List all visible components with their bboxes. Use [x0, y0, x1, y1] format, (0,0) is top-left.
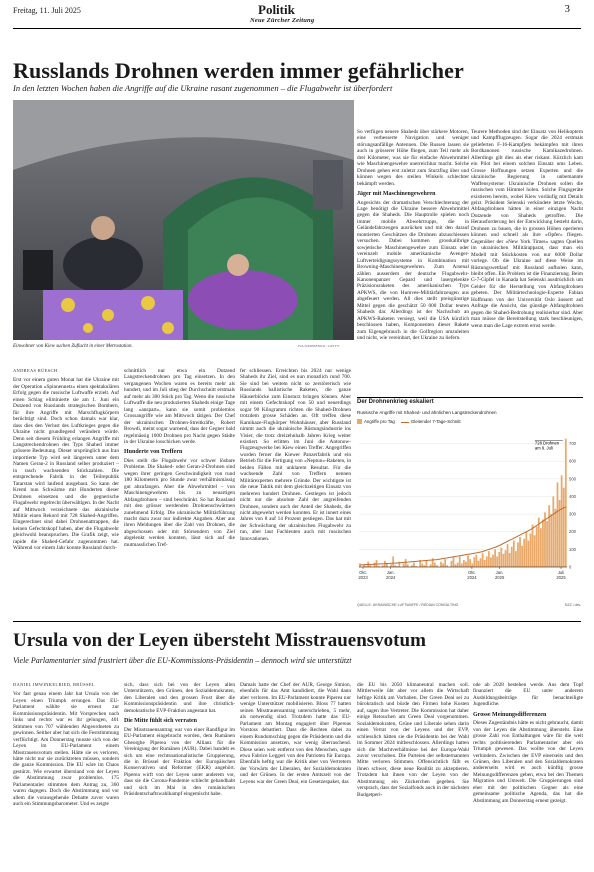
bar — [534, 535, 536, 567]
x-tick-year: 2023 — [358, 575, 368, 580]
byline: ANDREAS RÜESCH — [13, 368, 58, 373]
drone-chart — [357, 397, 583, 613]
bar — [459, 556, 461, 567]
headline: Russlands Drohnen werden immer gefährlicher — [13, 58, 464, 83]
bar — [542, 519, 544, 567]
bar — [505, 550, 507, 567]
x-tick-year: 2024 — [467, 575, 477, 580]
section-heading: Jäger mit Maschinengewehren — [357, 191, 436, 198]
bar — [503, 554, 505, 567]
byline: DANIEL IMWINKELRIED, BRÜSSEL — [13, 682, 95, 687]
legend-label-line: Gleitender 7-Tage-Schnitt — [410, 419, 461, 425]
metro-station-photo — [13, 100, 354, 340]
bar — [436, 565, 438, 567]
bar — [430, 564, 432, 567]
article2-column-4 — [357, 682, 469, 866]
x-tick-label: Okt. — [359, 570, 367, 575]
bar — [507, 544, 509, 567]
bar — [471, 563, 473, 567]
section-heading: Hunderte von Treffern — [124, 449, 183, 456]
bar — [500, 548, 502, 567]
bar — [484, 560, 486, 567]
bar — [494, 549, 496, 567]
x-tick-label: Jan. — [386, 570, 395, 575]
bar — [488, 551, 490, 567]
article2-column-2 — [124, 682, 235, 866]
bar — [517, 542, 519, 567]
bar — [523, 539, 525, 567]
chart-title: Der Drohnenkrieg eskaliert — [357, 397, 583, 409]
bar — [546, 521, 548, 567]
bar — [376, 560, 378, 567]
y-tick-label: 200 — [569, 529, 576, 535]
bar — [498, 552, 500, 567]
y-tick-label: 0 — [569, 564, 572, 570]
photo-credit: IVA SIMINIENKO / GETTY — [298, 344, 340, 348]
bar — [446, 565, 448, 567]
bar — [423, 565, 425, 567]
paragraph: Der Misstrauensantrag war von einer Randfigur im EU-Parlament eingebracht worden, dem Rumänen Gheorghe Piperea von der Allianz für die Vereinigung der Rumänen (AUR). Dabei handelt es sich um eine rechtsnationalistische Gruppierung, die in Brüssel der Fraktion der Europäischen Konservativen und Reformer (EKR) angehört. Piperea wirft von der Leyen unter anderem vor, dass sie die Corona-Pandemie schlecht gehandhabt und sich im Mai in den rumänischen Präsidentschaftswahlkampf eingemischt habe. — [124, 726, 235, 798]
bar — [467, 556, 469, 567]
newspaper-name: Neue Zürcher Zeitung — [250, 17, 315, 24]
bar — [532, 525, 534, 567]
bar — [496, 556, 498, 567]
paragraph: ode ab 2028 bestehen werde. Aus dem Topf finanziert die EU unter anderem Ausbildungsbeiträge für benachteiligte Jugendliche. — [473, 682, 583, 708]
bar — [475, 555, 477, 567]
article-column-5 — [471, 129, 583, 389]
chart-source: QUELLE: UKRAINISCHE LUFTWAFFE / REDIAN CONSULTING — [357, 603, 459, 607]
paragraph: Damals hatte der Chef der AUR, George Simion, ebenfalls für das Amt kandidiert, die Wahl dann aber verloren. Im EU-Parlament konnte Piperea nur wenige Unterstützer mobilisieren. Bloss 77 hatten seinen Misstrauensantrag unterschrieben, 5 mehr, als notwendig sind. Trotzdem hatte das EU-Parlament am Montag engagiert über Pipereas Vorstoss debattiert. Dass die Rechten dabei zu einem Rundumschlag gegen die Präsidentin und die Kommission ansetzen, war wenig überraschend. Diese seien weit entfernt von den Menschen, sagte etwa Fabrice Leggeri von den Patrioten für Europa. Ebenfalls heftig war die Kritik aber von Vertretern der Vorwärts der Liberalen, der Sozialdemokraten und der Grünen. In der ersten Amtszeit von der Leyens war der Green Deal, ein Gesetzespaket, das — [240, 682, 351, 785]
bar — [413, 563, 415, 567]
paragraph: Erst vor einem guten Monat hat die Ukraine mit der Operation «Spinnennetz» einen spektakulären Erfolg gegen die russische Luftwaffe erzielt. Auf einen Schlag eliminierte sie am 1. Juni ein Dutzend von Russlands strategischen Bombern, für ihre Angriffe mit Marschflugkörpern berüchtigt sind. Doch schon damals war klar, dass dies den Verlust des Luftkrieges gegen die Ukraine nicht grundlegend verändern würde. Denn seit diesem Frühling erlangen Angriffe mit Langstreckendrohnen des Typs Shahed immer grössere Bedeutung. Dieser ursprünglich aus Iran importierte Typ wird seit längerem unter dem Namen Geran-2 in Russland selber produziert – in rasch wachsenden Stückzahlen. Die entsprechende Fabrik in der Teilrepublik Tatarstan wird laufend ausgebaut. So kann der Kreml nun Schwärme mit Hunderten dieser Drohnen einsetzen und die gegnerische Flugabwehr regelrecht überwältigen. In der Nacht auf Mittwoch verzeichnete das ukrainische Militär einen Rekord mit 728 Shahed-Angriffen. Eingerechnet sind dabei Drohnenattrappen, die keinen Gefechtskopf haben, aber die Flugabwehr gleichwohl beanspruchen. Die Grafik zeigt, wie rapide die Shahed-Gefahr zugenommen hat. Während vor einem Jahr konnte Russland durch- — [13, 377, 119, 552]
legend-label-bars: Angriffe pro Tag — [364, 419, 395, 424]
bar — [411, 565, 413, 567]
photo-caption: Einwohner von Kiew suchen Zuflucht in einer Metrostation. — [13, 344, 133, 349]
legend-item-line — [401, 419, 461, 424]
chart-legend — [357, 419, 461, 424]
x-tick-label: Juli — [557, 570, 565, 575]
subheadline: In den letzten Wochen haben die Angriffe auf die Ukraine rasant zugenommen – die Flugabwehr ist überfordert — [13, 83, 393, 93]
bar — [392, 556, 394, 567]
bar — [513, 541, 515, 567]
bar — [453, 557, 455, 567]
bar — [552, 496, 554, 567]
chart-credit: NZZ / dev. — [564, 603, 581, 607]
page-number: 3 — [564, 3, 570, 15]
section-heading: Die Mitte fühlt sich verraten — [124, 718, 197, 725]
article2-column-3 — [240, 682, 351, 866]
bar — [557, 482, 559, 567]
bar — [442, 563, 444, 567]
bar — [492, 555, 494, 567]
paragraph: Teurere Methoden sind der Einsatz von Helikoptern und Kampfflugzeugen. Sogar die 2024 erstmals gelieferten F-16-Kampfjets bekämpfen mit ihren Bordkanonen russische Kamikazedrohnen. Allerdings gilt dies als eher riskant. Kürzlich kam ein Pilot bei einem solchen Einsatz ums Leben. Grosse Hoffnungen setzen Experten und die ukrainische Regierung in unbemannte Waffensysteme: Ukrainische Drohnen sollen die russischen vom Himmel holen. Solche Flugsgeräte existieren bereits, wobei Kiew vorläufig mit Details geizt. Präsident Selenski verkündete letzte Woche, Abfangdrohnen hätten in einer einzigen Nacht Dutzende von Shaheds getroffen. Die Herausforderung bei der Entwicklung besteht darin, Drohnen zu bauen, die in grossen Höhen operieren können und schnell als ihre «Opfer» fliegen. Gegenüber der «New York Times» sagten Quellen im ukrainischen Militärapparat, dass man ein Modell mit Stückkosten von nur 6000 Dollar vorlege. Ob die Ukraine auf diese Weise im Rüstungswettlauf mit Russland aufholen kann, bleibt offen. Ein Problem ist die Finanzierung. Beim G-7-Gipfel in Kanada hat Selenski ausdrücklich um Gelder für die Herstellung von Abfangdrohnen gebeten. Der Militärtechnologie-Experte Fabian Hoffmann von der Universität Oslo äussert auf Anfrage die Ansicht, das günstige Abfangdrohnen gegen die Shahed-Bedrohung realisierbar sind. Aber man müsse die Bereitstellung stark beschleunigen, wenn man die Lage extrem ernst werde. — [471, 129, 583, 329]
bar — [403, 563, 405, 567]
x-tick-year: 2025 — [494, 575, 505, 580]
bar — [509, 553, 511, 567]
paragraph: die EU bis 2050 klimaneutral machen soll. Mittlerweile übt aber vor allem die Wirtschaft heftige Kritik am Vorhaben. Der Green Deal sei zu bürokratisch und bürde den Firmen hohe Kosten auf, sagen ihre Vertreter. Die Kommission hat daher einige Retouchen am Green Deal vorgenommen. Sozialdemokraten, Grüne und Liberale sehen darin einen Verrat von der Leyens und der EVP, schliesslich hätten sie die Präsidentin bei der Wahl im Sommer 2024 mitbeschlossen. Allerdings hatten sich die Machtverhältnisse bei der Europa-Wahl zuvor verschoben. Die Parteien der selbsternannten Mitte verloren Stimmen. Offensichtlich fällt es ihnen schwer, diese neue Realität zu akzeptieren. Trotzdem hat ihnen von der Leyen von der Abstimmung ein Zückerchen gegeben. Sie versprach, dass der Sozialfonds auch in der nächsten Budgetperi- — [357, 682, 469, 798]
bar — [382, 565, 384, 567]
bar — [455, 564, 457, 567]
header-rule — [13, 28, 581, 29]
annotation-label: 728 Drohnen am 9. Juli — [534, 440, 560, 451]
bar — [480, 558, 482, 567]
article-column-1 — [13, 368, 119, 613]
bar — [565, 439, 567, 567]
bar — [536, 526, 538, 567]
bar — [482, 553, 484, 567]
paragraph: sich, dass sich bei von der Leyen allen Unterstützern, den Grünen, den Sozialdemokraten, den Liberalen und den grossen Frust über die Kommissionspräsidentin und ihre christlich-demokratische EVP-Fraktion angestaut hat. — [124, 682, 235, 714]
paragraph: Dieses Zugeständnis hätte es nicht gebraucht, damit von der Leyen die Abstimmung übersteht. Eine grosse Zahl von Enthaltungen wäre für die weit rechts politisierenden Parlamentarier aber ein Triumph gewesen. Das wollte von der Leyen verhindern. Zwischen der EVP einerseits und den Grünen, den Liberalen und den Sozialdemokraten andererseits wird es auch künftig grosse Meinungsdifferenzen geben, etwa bei den Themen Migration und Umwelt. Die Gruppierungen sind eher mit der politischen Gegner als eine gemeinsame politische Agenda, das hat die Abstimmung am Donnerstag erneut gezeigt. — [473, 720, 583, 804]
bar — [550, 514, 552, 567]
y-tick-label: 400 — [569, 493, 576, 499]
bar — [421, 563, 423, 567]
bar — [515, 551, 517, 567]
bar — [521, 546, 523, 567]
legend-item-bars — [357, 419, 395, 424]
article-column-3 — [240, 368, 351, 613]
bar — [426, 561, 428, 567]
bar — [374, 563, 376, 567]
headline-2: Ursula von der Leyen übersteht Misstrauensvotum — [13, 630, 426, 651]
bar — [540, 528, 542, 567]
bar — [525, 532, 527, 567]
subheadline-2: Viele Parlamentarier sind frustriert über die EU-Kommissions-Präsidentin – dennoch wird sie unterstützt — [13, 656, 352, 665]
paragraph: schnittlich nur etwa ein Dutzend Langstreckendrohnen pro Tag einsetzen. In den vergangenen Wochen waren es bereits mehr als hundert, und im Juli stieg der Durchschnitt erstmals auf mehr als 300 Stück pro Tag. Wenn die russische Luftwaffe die neu produzierten Shaheds einige Tage lang «anspart», kann sie somit problemlos Grossangriffe wie am Mittwoch tätigen. Der Chef der ukrainischen Drohnen-Streitkräfte, Robert Browdi, meint sogar warnend, dass der Gegner bald regelmässig 1000 Drohnen pro Nacht gegen Städte in der Ukraine losschicken werde. — [124, 368, 235, 445]
x-tick-year: 2025 — [556, 575, 566, 580]
y-tick-label: 600 — [569, 458, 576, 464]
bar — [394, 565, 396, 567]
y-tick-label: 500 — [569, 476, 576, 482]
chart-plot — [357, 427, 583, 587]
chart-subtitle: Russische Angriffe mit Shahed- und ähnlichen Langstreckendrohnen — [357, 410, 497, 415]
bar — [440, 562, 442, 567]
section-title: Politik — [258, 2, 295, 17]
article-column-2 — [124, 368, 235, 613]
bar — [490, 557, 492, 567]
bar — [469, 559, 471, 567]
bar — [444, 559, 446, 567]
section-heading: Grosse Meinungsdifferenzen — [473, 711, 547, 718]
paragraph: Vor fast genau einem Jahr hat Ursula von der Leyen einen Triumph errungen. Das EU-Parlament wählte sie erneut zur Kommissionspräsidentin. Mit Vorsprechen nach links und rechts war es ihr gelungen, 401 Stimmen von 707 wählenden Abgeordneten zu gewinnen. Seither aber hat sich die Feststimmung verflüchtigt. Am Donnerstag musste sich von der Leyen im EU-Parlament einem Misstrauensvotum stellen. Hätte sie es verloren, hätte nicht nur sie zurücktreten müssen, sondern die ganze Kommission. Die EU wäre im Chaos gestürzt. Wie erwartet übersland von der Leyen die Abstimmung zwar problemlos. 175 Parlamentarier stimmten dem Antrag zu, 360 waren dagegen. Doch die Abstimmung und vor allem die vorausgehende Debatte zuvor waren auch ein Stimmungsbarometer. Und es zeigte — [13, 691, 119, 808]
bar — [465, 562, 467, 567]
bar — [451, 561, 453, 567]
paragraph: fer schliessen. Erreichten bis 2024 nur wenige Shaheds ihr Ziel, sind es nun monatlich rund 700. Sie sind bei weitem nicht so zerstörerisch wie Russlands ballistische Raketen, die ganze Häuserblöcke zum Einsturz bringen können. Aber mit einem Gefechtskopf von 50 und neuerdings sogar 90 Kilogramm richten die Shahed-Drohnen trotzdem grosse Schäden an. Oft treffen diese Kamikaze-Flugkörper Wohnhäuser, aber Russland nimmt auch die ukrainische Rüstungsindustrie ins Visier, die trotz dreizehnhalb Jahren Krieg weiter existiert. So erlitten im Juni die Antonow-Flugzeugwerke bei Kiew einen Treffer. Angegriffen wurden ferner die Kiewer Panzerfabrik und ein Betrieb für die Fertigung von «Neptun»-Raketen, in beiden Fällen mit unklarem Resultat. Für die wachsende Zahl von Treffern nennen Militärexperten mehrere Gründe. Der wichtigste ist die neue Taktik mit dem gleichzeitigen Einsatz von mehreren hundert Drohnen. Gestiegen ist jedoch nicht nur die absolute Zahl der angreifenden Drohnen, sondern auch der Anteil der Shaheds, die nicht abgewehrt werden konnten. Er ist innert eines Jahres von 8 auf 14 Prozent gestiegen. Das hat mit der Schwächung der ukrainischen Flugabwehr zu tun, aber laut Fachleuten auch mit russischen Innovationen. — [240, 368, 351, 542]
bar — [478, 561, 480, 567]
bar — [511, 547, 513, 567]
bar — [486, 556, 488, 567]
bar — [405, 559, 407, 567]
bar — [473, 557, 475, 567]
issue-date: Freitag, 11. Juli 2025 — [13, 6, 81, 15]
bar — [555, 509, 557, 567]
bar — [434, 563, 436, 567]
bar — [527, 541, 529, 567]
paragraph: Dies stellt die Flugabwehr vor schwer lösbare Probleme. Die Shahed- oder Geran-2-Drohnen sind wegen ihrer geringen Geschwindigkeit von rund 180 Kilometern pro Stunde zwar verhältnismässig gut abzufangen. Aber die Abwehrmittel – von Maschinengewehren bis zu neuartigen Abfangdrohnen – sind beschränkt. So hat Russland mit den grösser werdenden Drohnenschwärmen zunehmend Erfolg. Die ukrainische Militärführung macht dazu zwar nur indirekte Angaben. Aber aus ihren Meldungen über die Zahl von Drohnen, die abgeschossen oder mit Störsendern von Ziel abgelenkt werden konnten, lässt sich auf die mutmasslichen Tref- — [124, 457, 235, 548]
x-tick-label: Okt. — [468, 570, 476, 575]
article2-column-5 — [473, 682, 583, 866]
bar — [461, 563, 463, 567]
bar — [561, 475, 563, 567]
bar — [563, 488, 565, 567]
bar — [369, 565, 371, 567]
x-tick-label: Jan. — [495, 570, 504, 575]
y-tick-label: 300 — [569, 511, 576, 517]
article2-column-1 — [13, 682, 119, 866]
y-tick-label: 700 — [569, 441, 576, 447]
bar — [519, 537, 521, 567]
bar — [530, 534, 532, 568]
x-tick-year: 2024 — [386, 575, 396, 580]
paragraph: So verfügen neuere Shaheds über stärkere Motoren, eine verbesserte Navigation und weniger störungsanfällige Antennen. Die Russen lassen sie auch in grösserer Höhe fliegen, zum Teil mehr als drei Kilometer, was sie für einfache Abwehrmittel wie Maschinengewehre unerreichbar macht. Solche Drohnen gehen erst zuletzt zum Sturzflug über und können wegen des steilen Winkels schlechter bekämpft werden. — [357, 129, 469, 187]
bar — [463, 560, 465, 567]
y-tick-label: 100 — [569, 546, 576, 552]
story-divider — [13, 621, 581, 622]
bar — [407, 564, 409, 567]
bar — [390, 564, 392, 567]
bar — [457, 563, 459, 567]
bar — [548, 505, 550, 567]
paragraph: Angesichts der dramatischen Verschlechterung der Lage benötigt die Ukraine bessere Abwehrmittel gegen die Shaheds. Die Hauptrolle spielen noch immer mobile Abwehrtrupps, die in Geländefahrzeugen ausrücken und mit den darauf montierten Geschützen die Drohnen abzuschiessen versuchen. Dabei kommen grosskalibrige sowjetische Maschinengewehre zum Einsatz oder vereinzelt mobile amerikanische Avenger-Luftverteidigungssysteme in Kombination mit Browning-Maschinengewehren. Zum Arsenal zählen ausserdem der deutsche Flugabwehr-Kanonenpanzer Gepard und lasergelenkte Präzisionsraketen des amerikanischen Typs APKWS, die von Humvee-Militärfahrzeugen aus abgefeuert werden. All dies stellt preisgünstige Mittel gegen die geschätzt 50 000 Dollar teuren Shaheds dar. Allerdings ist der Nachschub an APKWS-Raketen versiegt, weil die USA kürzlich beschlossen haben, Komponenten dieser Rakete zum Eigengebrauch in die Golfregion umzuleiten und nicht, wie vereinbart, der Ukraine zu liefern. — [357, 199, 469, 342]
